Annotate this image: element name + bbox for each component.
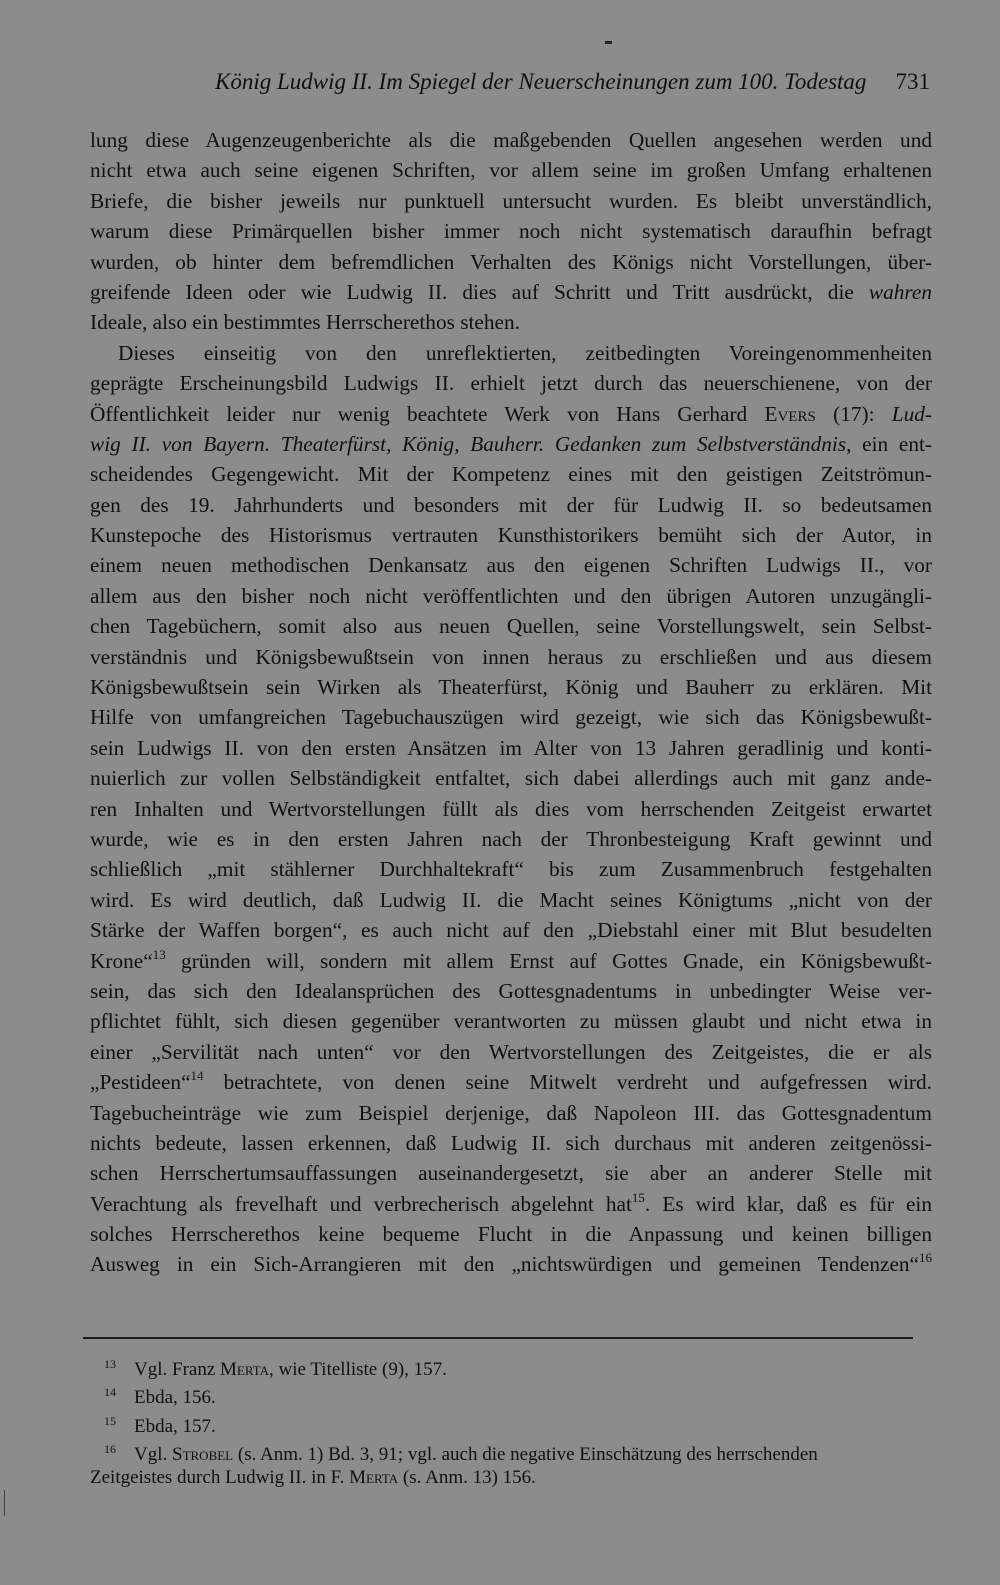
author-name-strobel: Strobel <box>172 1443 234 1465</box>
text-line: wurden, ob hinter dem befremdlichen Verhalten des Königs nicht Vorstellungen, über- <box>90 249 932 274</box>
footnote-text: (s. Anm. 1) Bd. 3, 91; vgl. auch die negative Einschätzung des herrschenden <box>233 1443 818 1465</box>
text-line: allem aus den bisher noch nicht veröffentlichten und den übrigen Autoren unzugängli- <box>90 583 932 608</box>
text-line: sein, das sich den Idealansprüchen des Gottesgnadentums in unbedingter Weise ver- <box>90 978 932 1003</box>
footnotes <box>90 1353 920 1489</box>
footnote-ref-14[interactable]: 14 <box>190 1068 204 1084</box>
text-line: sein Ludwigs II. von den ersten Ansätzen im Alter von 13 Jahren geradlinig und konti- <box>90 735 932 760</box>
footnote-text: , wie Titelliste (9), 157. <box>269 1359 447 1380</box>
paragraph-first-line: Dieses einseitig von den unreflektierten, zeitbedingten Voreingenommenheiten <box>118 340 932 365</box>
text-span: Verachtung als frevelhaft und verbrecherisch abgelehnt hat <box>90 1191 632 1216</box>
footnote-ref-13[interactable]: 13 <box>152 946 166 962</box>
text-line <box>90 1249 932 1279</box>
text-line: pflichtet fühlt, sich diesen gegenüber verantworten zu müssen glaubt und nicht etwa in <box>90 1009 932 1034</box>
text-line: Kunstepoche des Historismus vertrauten Kunsthistorikers bemüht sich der Autor, in <box>90 523 932 548</box>
scan-edge-mark <box>4 1490 5 1516</box>
footnote-15 <box>90 1410 920 1438</box>
text-line: verständnis und Königsbewußtsein von innen heraus zu erschließen und aus diesem <box>90 644 932 669</box>
text-line <box>90 1067 932 1097</box>
text-line: chen Tagebüchern, somit also aus neuen Quellen, seine Vorstellungswelt, sein Selbst- <box>90 614 932 639</box>
author-name-evers: Evers <box>764 401 816 426</box>
text-line: Briefe, die bisher jeweils nur punktuell untersucht wurden. Es bleibt unverständlich, <box>90 188 932 213</box>
footnote-number: 16 <box>104 1441 116 1456</box>
footnote-text: Zeitgeistes durch Ludwig II. in F. <box>90 1467 350 1489</box>
text-span: (17): <box>815 401 892 426</box>
text-line: Ideale, also ein bestimmtes Herrscherethos stehen. <box>90 310 520 335</box>
footnote-13 <box>90 1353 920 1381</box>
text-line: einer „Servilität nach unten“ vor den Wertvorstellungen des Zeitgeistes, die er als <box>90 1039 932 1064</box>
text-span: gründen will, sondern mit allem Ernst auf Gottes Gnade, ein Königsbewußt- <box>165 948 932 973</box>
footnote-text: Vgl. Franz <box>134 1359 221 1380</box>
text-line: nuierlich zur vollen Selbständigkeit entfaltet, sich dabei allerdings auch mit ganz ande- <box>90 766 932 791</box>
text-line <box>90 1189 932 1219</box>
text-line <box>90 946 932 976</box>
author-name-merta: Merta <box>220 1359 270 1380</box>
text-line: schließlich „mit stählerner Durchhaltekraft“ bis zum Zusammenbruch festgehalten <box>90 857 932 882</box>
text-line: nichts bedeute, lassen erkennen, daß Ludwig II. sich durchaus mit anderen zeitgenössi- <box>90 1130 932 1155</box>
text-line: Königsbewußtsein sein Wirken als Theaterfürst, König und Bauherr zu erklären. Mit <box>90 675 932 700</box>
text-line: solches Herrscherethos keine bequeme Flucht in die Anpassung und keinen billigen <box>90 1222 932 1247</box>
footnote-ref-15[interactable]: 15 <box>631 1189 645 1205</box>
footnote-14 <box>90 1381 920 1409</box>
footnote-16-continued <box>90 1466 920 1489</box>
footnote-text: Vgl. <box>134 1443 172 1465</box>
text-span: Ausweg in ein Sich-Arrangieren mit den „nichtswürdigen und gemeinen Tendenzen“ <box>90 1252 919 1277</box>
text-line: ren Inhalten und Wertvorstellungen füllt als dies vom herrschenden Zeitgeist erwartet <box>90 796 932 821</box>
footnote-number: 14 <box>104 1385 116 1400</box>
running-title: König Ludwig II. Im Spiegel der Neuerscheinungen zum 100. Todestag <box>215 69 867 94</box>
text-line <box>90 429 932 459</box>
body-text <box>90 125 932 1280</box>
text-line: nicht etwa auch seine eigenen Schriften, vor allem seine im großen Umfang erhaltenen <box>90 158 932 183</box>
footnote-number: 13 <box>104 1357 116 1371</box>
text-line: Stärke der Waffen borgen“, es auch nicht auf den „Diebstahl einer mit Blut besudelten <box>90 918 932 943</box>
footnote-text: Ebda, 157. <box>134 1415 216 1437</box>
footnote-text: Ebda, 156. <box>134 1387 216 1409</box>
text-line: gen des 19. Jahrhunderts und besonders mit der für Ludwig II. so bedeutsamen <box>90 492 932 517</box>
running-head <box>90 64 930 100</box>
text-line <box>90 399 932 429</box>
text-line: geprägte Erscheinungsbild Ludwigs II. erhielt jetzt durch das neuerschienene, von der <box>90 371 932 396</box>
footnote-text: (s. Anm. 13) 156. <box>398 1467 536 1489</box>
text-line <box>90 277 932 307</box>
text-line: warum diese Primärquellen bisher immer noch nicht systematisch daraufhin befragt <box>90 219 932 244</box>
text-span: Öffentlichkeit leider nur wenig beachtete Werk von Hans Gerhard <box>90 401 765 426</box>
page-number: 731 <box>895 69 930 94</box>
footnote-number: 15 <box>104 1413 116 1428</box>
footnote-16 <box>90 1438 920 1466</box>
text-line: Tagebucheinträge wie zum Beispiel derjenige, daß Napoleon III. das Gottesgnadentum <box>90 1100 932 1125</box>
text-span: . Es wird klar, daß es für ein <box>644 1191 932 1216</box>
print-speck <box>605 41 612 44</box>
author-name-merta: Merta <box>349 1467 399 1489</box>
footnote-rule <box>83 1337 913 1339</box>
text-line: schen Herrschertumsauffassungen auseinandergesetzt, sie aber an anderer Stelle mit <box>90 1161 932 1186</box>
text-line: wurde, wie es in den ersten Jahren nach der Thronbesteigung Kraft gewinnt und <box>90 826 932 851</box>
text-span: Krone“ <box>90 948 153 973</box>
text-span: betrachtete, von denen seine Mitwelt verdreht und aufgefressen wird. <box>203 1070 932 1095</box>
emphasis: wahren <box>868 279 932 304</box>
footnote-ref-16[interactable]: 16 <box>919 1250 932 1266</box>
text-span: ein ent- <box>851 431 933 456</box>
book-title: Lud- <box>891 401 932 426</box>
text-line: einem neuen methodischen Denkansatz aus den eigenen Schriften Ludwigs II., vor <box>90 553 932 578</box>
text-line: wird. Es wird deutlich, daß Ludwig II. die Macht seines Königtums „nicht von der <box>90 887 932 912</box>
text-line: lung diese Augenzeugenberichte als die maßgebenden Quellen angesehen werden und <box>90 128 932 152</box>
text-span: „Pestideen“ <box>90 1070 191 1095</box>
text-line: scheidendes Gegengewicht. Mit der Kompetenz eines mit den geistigen Zeitströmun- <box>90 462 932 487</box>
book-title: wig II. von Bayern. Theaterfürst, König, Bauherr. Gedanken zum Selbstverständnis, <box>90 431 852 456</box>
text-line: Hilfe von umfangreichen Tagebuchauszügen wird gezeigt, wie sich das Königsbewußt- <box>90 705 932 730</box>
text-span: greifende Ideen oder wie Ludwig II. dies auf Schritt und Tritt ausdrückt, die <box>90 279 869 304</box>
